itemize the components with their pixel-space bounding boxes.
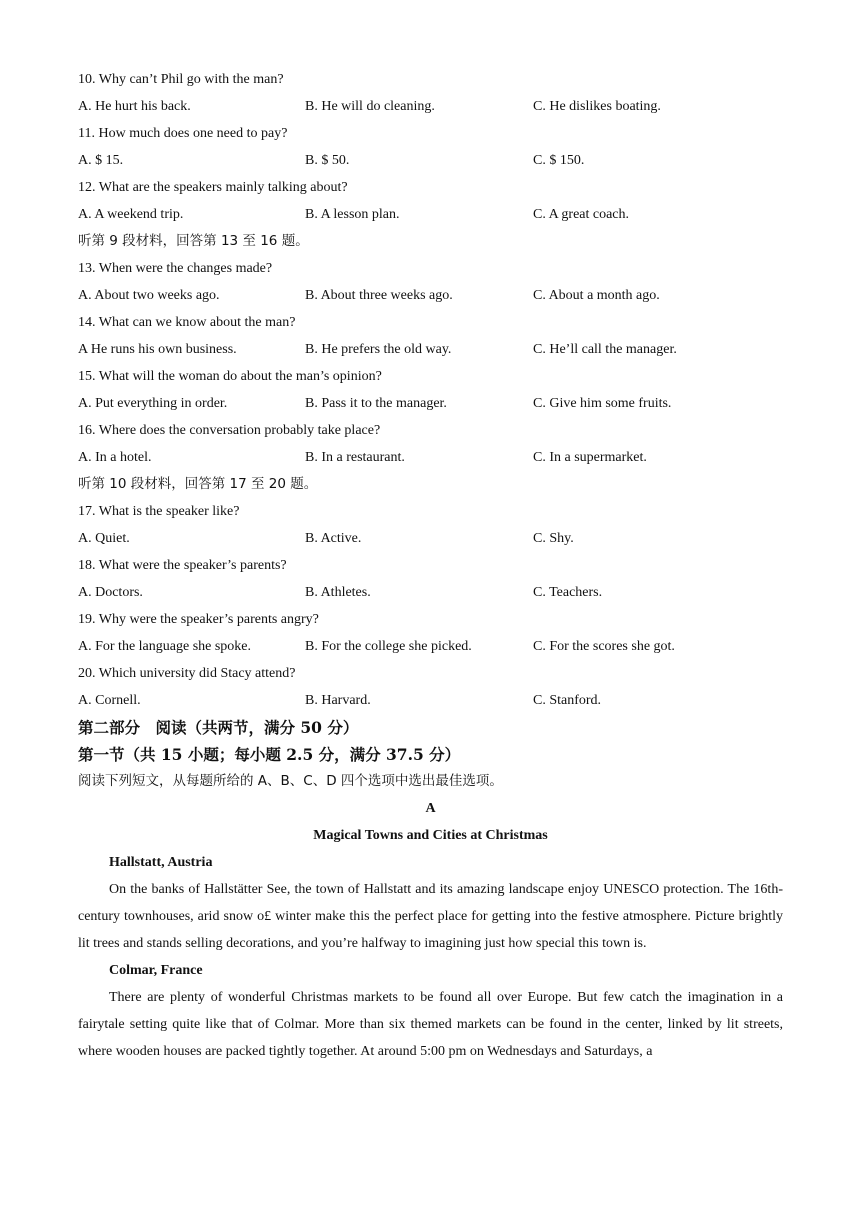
options-row <box>78 201 783 228</box>
entry-paragraph: On the banks of Hallstätter See, the town of Hallstatt and its amazing landscape enjoy UNESCO protection. The 16th-century townhouses, arid snow o£ winter make this the perfect place for getting into the festive atmosphere. Picture brightly lit trees and stands selling decorations, and you’re halfway to imagining just how special this town is. <box>78 882 783 951</box>
question-block <box>78 363 783 417</box>
option-c: C. About a month ago. <box>533 288 660 303</box>
option-a: A. About two weeks ago. <box>78 288 220 303</box>
passage-title: Magical Towns and Cities at Christmas <box>313 828 548 843</box>
question-text: 19. Why were the speaker’s parents angry? <box>78 612 319 627</box>
option-c: C. Stanford. <box>533 693 602 708</box>
option-a: A. In a hotel. <box>78 450 152 465</box>
option-a: A He runs his own business. <box>78 342 237 357</box>
section-heading: 第一节（共 15 小题；每小题 2.5 分，满分 37.5 分） <box>78 745 461 764</box>
option-b: B. About three weeks ago. <box>305 288 453 303</box>
question-block <box>78 120 783 174</box>
option-c: C. He’ll call the manager. <box>533 342 677 357</box>
passage-letter: A <box>425 801 436 816</box>
question-block <box>78 174 783 228</box>
question-block <box>78 498 783 552</box>
question-block <box>78 552 783 606</box>
question-block <box>78 255 783 309</box>
options-row <box>78 282 783 309</box>
option-b: B. In a restaurant. <box>305 450 405 465</box>
option-c: C. In a supermarket. <box>533 450 647 465</box>
option-a: A. Doctors. <box>78 585 143 600</box>
question-text: 20. Which university did Stacy attend? <box>78 666 296 681</box>
option-c: C. He dislikes boating. <box>533 99 661 114</box>
option-a: A. Put everything in order. <box>78 396 228 411</box>
question-block <box>78 606 783 660</box>
option-a: A. Quiet. <box>78 531 130 546</box>
options-row <box>78 93 783 120</box>
reading-instruction: 阅读下列短文，从每题所给的 A、B、C、D 四个选项中选出最佳选项。 <box>78 773 503 789</box>
options-row <box>78 579 783 606</box>
options-row <box>78 336 783 363</box>
question-block <box>78 66 783 120</box>
option-c: C. Give him some fruits. <box>533 396 672 411</box>
question-block <box>78 660 783 714</box>
option-c: C. $ 150. <box>533 153 585 168</box>
option-b: B. He will do cleaning. <box>305 99 435 114</box>
option-b: B. He prefers the old way. <box>305 342 452 357</box>
question-text: 11. How much does one need to pay? <box>78 126 288 141</box>
part-heading: 第二部分 阅读（共两节，满分 50 分） <box>78 718 359 737</box>
options-row <box>78 687 783 714</box>
question-text: 10. Why can’t Phil go with the man? <box>78 72 284 87</box>
question-text: 12. What are the speakers mainly talking about? <box>78 180 348 195</box>
question-text: 17. What is the speaker like? <box>78 504 240 519</box>
options-row <box>78 633 783 660</box>
question-text: 13. When were the changes made? <box>78 261 273 276</box>
entry-place-title: Colmar, France <box>109 963 203 978</box>
options-row <box>78 525 783 552</box>
options-row <box>78 444 783 471</box>
exam-page <box>78 66 783 1065</box>
section-instruction: 听第 10 段材料，回答第 17 至 20 题。 <box>78 476 318 492</box>
section-instruction: 听第 9 段材料，回答第 13 至 16 题。 <box>78 233 309 249</box>
option-c: C. Shy. <box>533 531 574 546</box>
option-b: B. Athletes. <box>305 585 371 600</box>
options-row <box>78 390 783 417</box>
option-c: C. For the scores she got. <box>533 639 675 654</box>
option-b: B. A lesson plan. <box>305 207 400 222</box>
entry-paragraph: There are plenty of wonderful Christmas markets to be found all over Europe. But few catch the imagination in a fairytale setting quite like that of Colmar. More than six themed markets can be found in the center, linked by lit streets, where wooden houses are packed tightly together. At around 5:00 pm on Wednesdays and Saturdays, a <box>78 990 783 1059</box>
question-block <box>78 309 783 363</box>
option-b: B. For the college she picked. <box>305 639 472 654</box>
question-text: 15. What will the woman do about the man’s opinion? <box>78 369 382 384</box>
option-c: C. A great coach. <box>533 207 630 222</box>
option-b: B. Active. <box>305 531 362 546</box>
question-text: 18. What were the speaker’s parents? <box>78 558 287 573</box>
option-b: B. $ 50. <box>305 153 350 168</box>
option-a: A. For the language she spoke. <box>78 639 252 654</box>
option-a: A. Cornell. <box>78 693 141 708</box>
option-a: A. He hurt his back. <box>78 99 191 114</box>
options-row <box>78 147 783 174</box>
option-a: A. $ 15. <box>78 153 124 168</box>
question-text: 14. What can we know about the man? <box>78 315 296 330</box>
option-c: C. Teachers. <box>533 585 603 600</box>
question-block <box>78 417 783 471</box>
option-b: B. Pass it to the manager. <box>305 396 447 411</box>
option-b: B. Harvard. <box>305 693 371 708</box>
entry-place-title: Hallstatt, Austria <box>109 855 213 870</box>
question-text: 16. Where does the conversation probably take place? <box>78 423 381 438</box>
option-a: A. A weekend trip. <box>78 207 184 222</box>
